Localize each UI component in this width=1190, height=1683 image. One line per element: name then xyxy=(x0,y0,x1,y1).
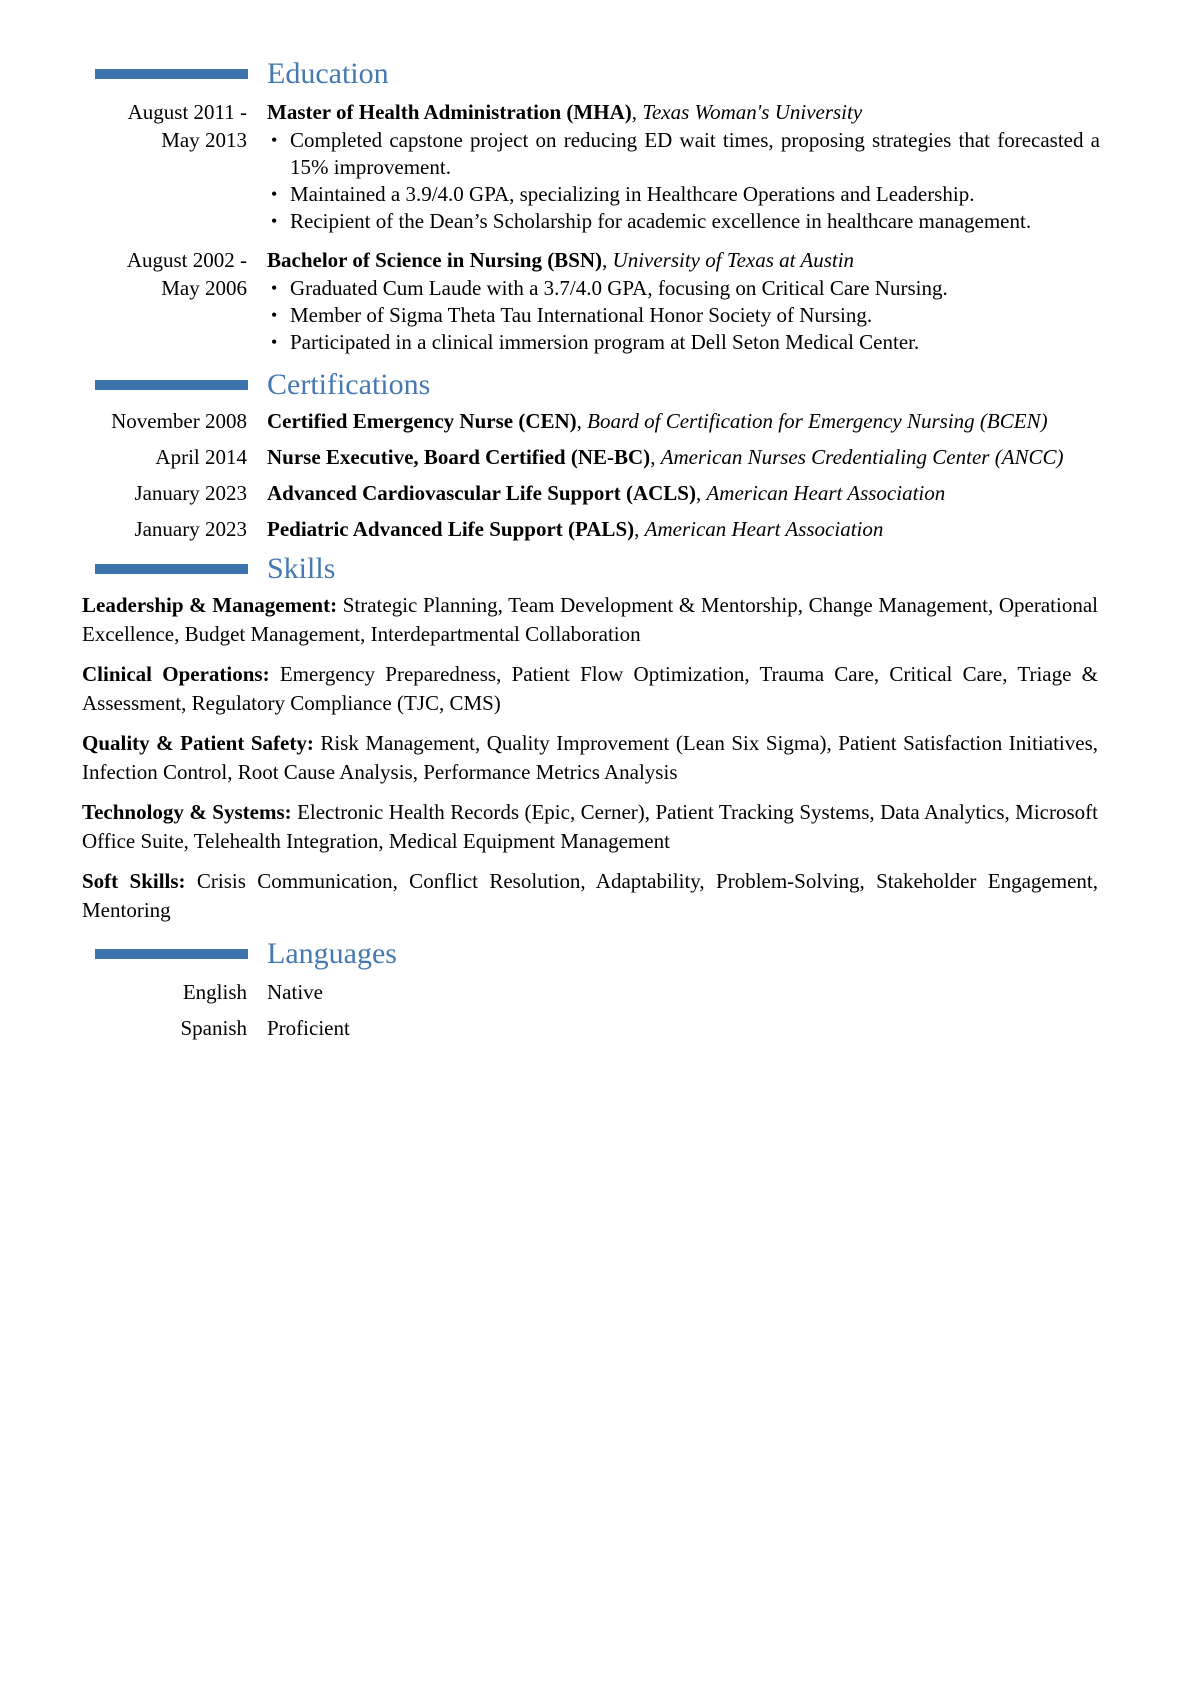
skill-group xyxy=(82,591,1098,649)
certification-name: Certified Emergency Nurse (CEN) xyxy=(267,409,577,433)
separator-text: , xyxy=(631,100,643,124)
separator-text: , xyxy=(576,409,588,433)
education-entry-content xyxy=(267,98,1100,235)
skill-group xyxy=(82,660,1098,718)
certification-date: January 2023 xyxy=(134,517,247,541)
separator-text: , xyxy=(634,517,645,541)
education-entry xyxy=(0,98,1190,235)
language-level: Native xyxy=(267,980,323,1004)
section-skills xyxy=(0,551,1190,925)
language-name: Spanish xyxy=(180,1016,247,1040)
degree-line xyxy=(267,98,1100,127)
separator-text: , xyxy=(695,481,707,505)
language-row xyxy=(0,978,1190,1006)
education-section-header xyxy=(0,56,1190,92)
certification-entry xyxy=(0,407,1190,435)
date-range-end: May 2006 xyxy=(161,276,247,300)
separator-text: , xyxy=(602,248,613,272)
certification-entry xyxy=(0,479,1190,507)
certification-issuer: American Heart Association xyxy=(706,481,946,505)
degree-line xyxy=(267,246,1100,275)
institution-name: University of Texas at Austin xyxy=(612,248,855,272)
certification-entry xyxy=(0,515,1190,543)
skill-group-label: Clinical Operations: xyxy=(82,662,270,686)
certification-date: April 2014 xyxy=(155,445,247,469)
education-entry xyxy=(0,246,1190,356)
degree-highlight-item: • Completed capstone project on reducing ED wait times, proposing strategies that forecasted a 15% improvement. xyxy=(267,127,1100,181)
certifications-section-header xyxy=(0,367,1190,403)
education-entry-dates xyxy=(82,98,247,154)
certification-content xyxy=(267,479,1100,507)
degree-highlight-item: • Graduated Cum Laude with a 3.7/4.0 GPA, focusing on Critical Care Nursing. xyxy=(267,275,1100,302)
degree-highlight-item: • Participated in a clinical immersion program at Dell Seton Medical Center. xyxy=(267,329,1100,356)
separator-text: , xyxy=(650,445,661,469)
section-languages xyxy=(0,936,1190,1042)
certification-content xyxy=(267,443,1100,471)
certification-name: Pediatric Advanced Life Support (PALS) xyxy=(267,517,635,541)
language-name: English xyxy=(182,980,247,1004)
education-entry-dates xyxy=(82,246,247,302)
certification-issuer: American Nurses Credentialing Center (ANCC) xyxy=(660,445,1064,469)
certification-issuer: Board of Certification for Emergency Nursing (BCEN) xyxy=(587,409,1048,433)
skill-group-text: Strategic Planning, Team Development & Mentorship, Change Management, Operational Excellence, Budget Management, Interdepartmental Collaboration xyxy=(82,593,1098,646)
skills-body xyxy=(82,591,1098,925)
language-level: Proficient xyxy=(267,1016,350,1040)
degree-highlight-item: • Recipient of the Dean’s Scholarship for academic excellence in healthcare management. xyxy=(267,208,1100,235)
degree-name: Bachelor of Science in Nursing (BSN) xyxy=(267,248,603,272)
certification-issuer: American Heart Association xyxy=(644,517,884,541)
degree-name: Master of Health Administration (MHA) xyxy=(267,100,632,124)
date-range-end: May 2013 xyxy=(161,128,247,152)
education-section-title: Education xyxy=(267,57,389,90)
certification-entry xyxy=(0,443,1190,471)
degree-highlight-item: • Member of Sigma Theta Tau International Honor Society of Nursing. xyxy=(267,302,1100,329)
skill-group xyxy=(82,798,1098,856)
institution-name: Texas Woman's University xyxy=(642,100,863,124)
skills-section-title: Skills xyxy=(267,552,336,585)
languages-section-header xyxy=(0,936,1190,972)
education-entry-content xyxy=(267,246,1100,356)
degree-highlights-list xyxy=(267,275,1100,356)
language-row xyxy=(0,1014,1190,1042)
skill-group-text: Emergency Preparedness, Patient Flow Optimization, Trauma Care, Critical Care, Triage & Assessment, Regulatory Compliance (TJC, CMS) xyxy=(82,662,1098,715)
section-certifications xyxy=(0,367,1190,543)
skill-group-text: Electronic Health Records (Epic, Cerner), Patient Tracking Systems, Data Analytics, Microsoft Office Suite, Telehealth Integration, Medical Equipment Management xyxy=(82,800,1099,853)
degree-highlight-item: • Maintained a 3.9/4.0 GPA, specializing in Healthcare Operations and Leadership. xyxy=(267,181,1100,208)
certification-date: January 2023 xyxy=(134,481,247,505)
languages-section-title: Languages xyxy=(267,937,397,970)
certification-content xyxy=(267,407,1100,435)
date-range-start: August 2002 - xyxy=(126,248,247,272)
skill-group-label: Technology & Systems: xyxy=(82,800,292,824)
certification-date: November 2008 xyxy=(111,409,247,433)
certification-name: Nurse Executive, Board Certified (NE-BC) xyxy=(267,445,651,469)
skill-group-label: Soft Skills: xyxy=(82,869,186,893)
skill-group-label: Quality & Patient Safety: xyxy=(82,731,314,755)
skill-group-text: Risk Management, Quality Improvement (Lean Six Sigma), Patient Satisfaction Initiatives, Infection Control, Root Cause Analysis, Performance Metrics Analysis xyxy=(82,731,1098,784)
skills-section-header xyxy=(0,551,1190,587)
skill-group-text: Crisis Communication, Conflict Resolution, Adaptability, Problem-Solving, Stakeholder Engagement, Mentoring xyxy=(82,869,1098,922)
skill-group-label: Leadership & Management: xyxy=(82,593,338,617)
skill-group xyxy=(82,867,1098,925)
skill-group xyxy=(82,729,1098,787)
section-education xyxy=(0,56,1190,356)
section-rule-icon xyxy=(95,69,248,79)
section-rule-icon xyxy=(95,380,248,390)
degree-highlights-list xyxy=(267,127,1100,235)
certification-name: Advanced Cardiovascular Life Support (ACLS) xyxy=(267,481,696,505)
date-range-start: August 2011 - xyxy=(127,100,247,124)
certifications-section-title: Certifications xyxy=(267,368,431,401)
section-rule-icon xyxy=(95,564,248,574)
certification-content xyxy=(267,515,1100,543)
section-rule-icon xyxy=(95,949,248,959)
